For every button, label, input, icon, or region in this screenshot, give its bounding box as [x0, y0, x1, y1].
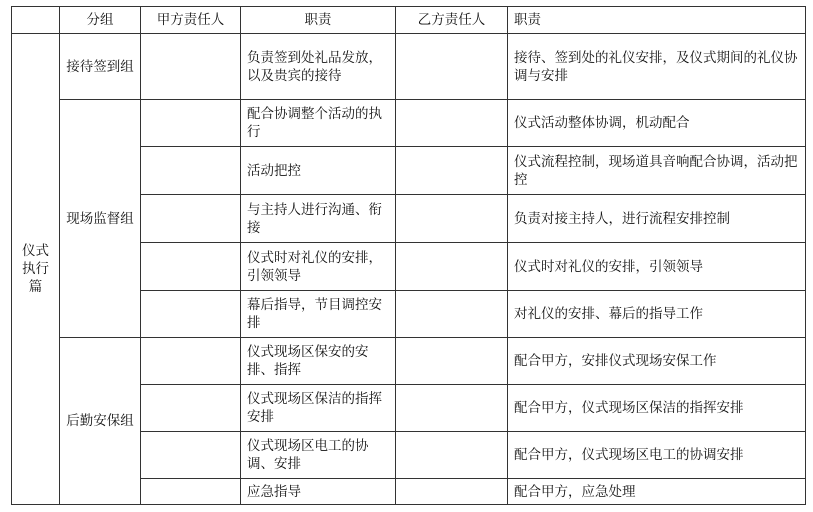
- party-a-duty-cell: 仪式现场区电工的协调、安排: [241, 432, 396, 479]
- party-b-duty-cell: 对礼仪的安排、幕后的指导工作: [508, 291, 806, 338]
- header-party-a: 甲方责任人: [141, 7, 241, 34]
- party-b-person-cell: [396, 291, 508, 338]
- party-a-duty-cell: 仪式现场区保安的安排、指挥: [241, 338, 396, 385]
- party-b-person-cell: [396, 195, 508, 243]
- section-label: 仪式执行篇: [12, 34, 60, 505]
- party-b-duty-cell: 接待、签到处的礼仪安排，及仪式期间的礼仪协调与安排: [508, 34, 806, 100]
- responsibility-table: [11, 6, 806, 505]
- party-b-duty-cell: 配合甲方，应急处理: [508, 479, 806, 505]
- party-a-duty-cell: 仪式时对礼仪的安排，引领领导: [241, 243, 396, 291]
- party-a-person-cell: [141, 34, 241, 100]
- table-body: [12, 34, 806, 505]
- party-a-duty-cell: 与主持人进行沟通、衔接: [241, 195, 396, 243]
- party-a-person-cell: [141, 432, 241, 479]
- party-b-duty-cell: 配合甲方，仪式现场区保洁的指挥安排: [508, 385, 806, 432]
- header-duty-b: 职责: [508, 7, 806, 34]
- party-b-person-cell: [396, 100, 508, 147]
- party-a-person-cell: [141, 243, 241, 291]
- party-a-duty-cell: 仪式现场区保洁的指挥安排: [241, 385, 396, 432]
- party-b-duty-cell: 负责对接主持人，进行流程安排控制: [508, 195, 806, 243]
- party-a-duty-cell: 负责签到处礼品发放，以及贵宾的接待: [241, 34, 396, 100]
- party-b-person-cell: [396, 432, 508, 479]
- group-name-cell: 后勤安保组: [60, 338, 141, 505]
- party-a-person-cell: [141, 479, 241, 505]
- party-a-person-cell: [141, 147, 241, 195]
- party-b-duty-cell: 配合甲方，安排仪式现场安保工作: [508, 338, 806, 385]
- party-a-person-cell: [141, 385, 241, 432]
- party-b-duty-cell: 配合甲方，仪式现场区电工的协调安排: [508, 432, 806, 479]
- party-a-duty-cell: 幕后指导，节目调控安排: [241, 291, 396, 338]
- header-group: 分组: [60, 7, 141, 34]
- group-name-cell: 接待签到组: [60, 34, 141, 100]
- party-b-duty-cell: 仪式流程控制，现场道具音响配合协调，活动把控: [508, 147, 806, 195]
- party-a-duty-cell: 应急指导: [241, 479, 396, 505]
- header-party-b: 乙方责任人: [396, 7, 508, 34]
- party-a-person-cell: [141, 100, 241, 147]
- party-b-person-cell: [396, 338, 508, 385]
- header-duty-a: 职责: [241, 7, 396, 34]
- group-name-cell: 现场监督组: [60, 100, 141, 338]
- party-a-duty-cell: 活动把控: [241, 147, 396, 195]
- table-row: [12, 338, 806, 385]
- header-row: [12, 7, 806, 34]
- party-b-person-cell: [396, 243, 508, 291]
- party-b-person-cell: [396, 147, 508, 195]
- party-a-duty-cell: 配合协调整个活动的执行: [241, 100, 396, 147]
- party-a-person-cell: [141, 195, 241, 243]
- party-b-person-cell: [396, 34, 508, 100]
- party-a-person-cell: [141, 291, 241, 338]
- table-row: [12, 34, 806, 100]
- party-b-duty-cell: 仪式活动整体协调，机动配合: [508, 100, 806, 147]
- table-row: [12, 100, 806, 147]
- party-a-person-cell: [141, 338, 241, 385]
- header-corner: [12, 7, 60, 34]
- party-b-person-cell: [396, 479, 508, 505]
- party-b-duty-cell: 仪式时对礼仪的安排，引领领导: [508, 243, 806, 291]
- party-b-person-cell: [396, 385, 508, 432]
